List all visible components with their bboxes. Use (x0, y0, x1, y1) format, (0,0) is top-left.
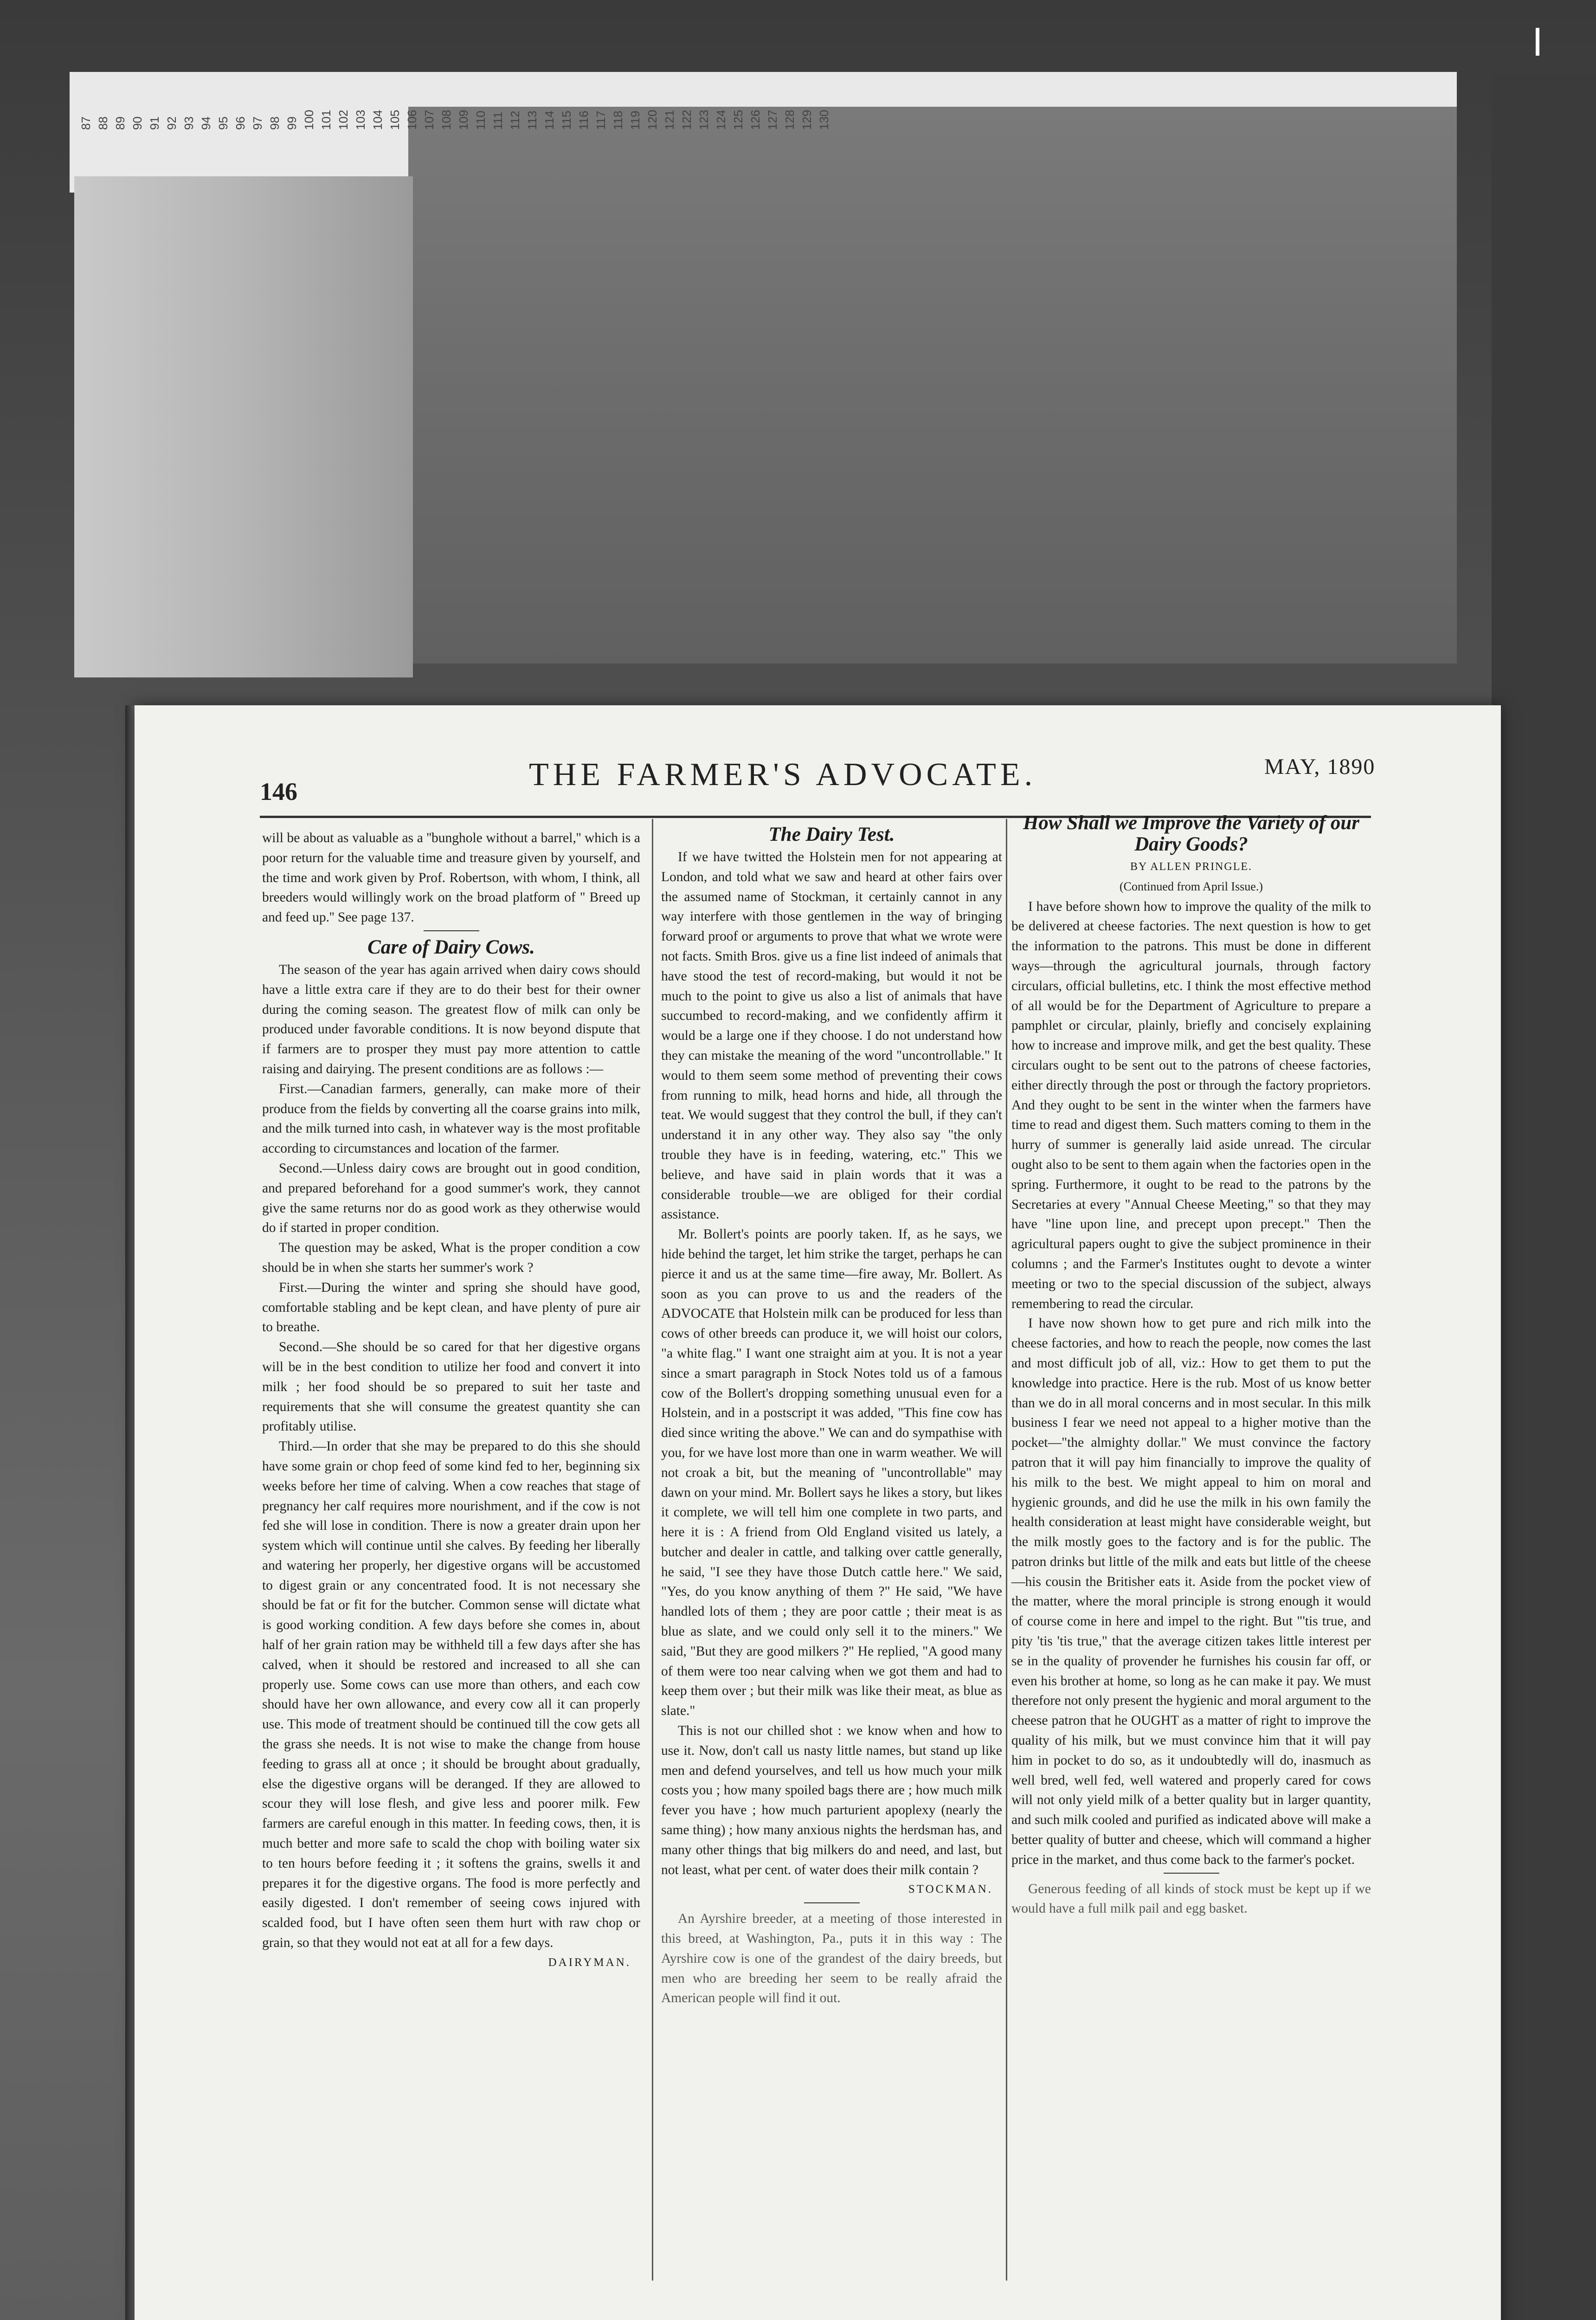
index-number: 116 (577, 110, 591, 130)
index-number: 119 (628, 110, 642, 130)
index-number: 120 (645, 110, 659, 130)
index-number: 115 (560, 110, 573, 130)
article-paragraph: I have now shown how to get pure and rich milk into the cheese factories, and how to reach the people, now comes the last and most difficult job of all, viz.: How to get them to put the knowledge into practice. Here is the rub. Most of us know better than we do in all moral concerns and in most secular. In this milk business I fear we need not appeal to a higher motive than the pocket—"the almighty dollar." We must convince the factory patron that it will pay him financially to improve the quality of his milk to the best. We might appeal to him on moral and hygienic grounds, and did he use the milk in his own family the health consideration at least might have considerable weight, but the milk mostly goes to the factory and is for the public. The patron drinks but little of the milk and eats but little of the cheese—his cousin the Britisher eats it. Aside from the pocket view of the matter, where the moral principle is strong enough it would of course come in here and impel to the right. But "'tis true, and pity 'tis 'tis true," that the average citizen takes little interest per se in the quality of provender he furnishes his cousin far off, or even his brother at home, so long as he can make it pay. We must therefore not only present the hygienic and moral argument to the cheese patron that he OUGHT as a matter of right to improve the quality of his milk, but we must convince him that it will pay him in pocket to do so, as it undoubtedly will do, inasmuch as well bred, well fed, well watered and properly cared for cows will not only yield milk of a better quality but in larger quantity, and such milk cooled and purified as indicated above will make a better quality of butter and cheese, which will command a higher price in the market, and thus come back to the farmer's pocket. (1011, 1316, 1371, 1867)
index-number: 130 (817, 110, 831, 130)
column-divider (652, 819, 653, 2281)
article-paragraph: Second.—Unless dairy cows are brought out in good condition, and prepared beforehand for a good summer's work, they cannot give the same returns nor do as good work as they otherwise would do if started in proper condition. (262, 1160, 640, 1236)
scanner-bed-shadow (408, 107, 1457, 664)
index-number: 129 (800, 110, 814, 130)
index-number: 103 (354, 110, 367, 130)
index-number: 97 (251, 116, 264, 130)
section-rule (424, 930, 479, 931)
article-signature: DAIRYMAN. (548, 1956, 631, 1969)
article-continuation: will be about as valuable as a ''bunghole without a barrel,'' which is a poor return for the valuable time and treasure given by yourself, and the time and work given by Prof. Robertson, with whom, I think, all breeders would willingly work on the broad platform of '' Breed up and feed up.'' See page 137. (262, 831, 640, 925)
article-paragraph: Second.—She should be so cared for that her digestive organs will be in the best condition to utilize her food and convert it into milk ; her food should be so prepared to suit her taste and requirements that she will consume the greatest quantity she can profitably utilise. (262, 1340, 640, 1434)
index-number: 96 (233, 116, 247, 130)
article-body (262, 960, 640, 1953)
corner-mark (1536, 28, 1539, 56)
index-number: 101 (319, 110, 333, 130)
index-number: 122 (680, 110, 694, 130)
index-number: 98 (268, 116, 282, 130)
article-signature: STOCKMAN. (908, 1883, 993, 1896)
page-number: 146 (260, 778, 297, 806)
index-number: 99 (285, 116, 299, 130)
article-title: How Shall we Improve the Variety of our Dairy Goods? (1023, 812, 1360, 855)
index-number: 108 (439, 110, 453, 130)
article-paragraph: If we have twitted the Holstein men for not appearing at London, and told what we saw and heard at other fairs over the assumed name of Stockman, it certainly cannot in any way interfere with those gentlemen in the way of bringing forward proof or arguments to prove that what we wrote were not facts. Smith Bros. give us a fine list indeed of animals that have stood the test of record-making, but would it not be much to the point to give us also a list of animals that have succumbed to record-making, and we confidently affirm it would be a large one if they choose. I do not understand how they can mistake the meaning of the word "uncontrollable." It would to them seem some method of preventing their cows from running to milk, head horns and hide, all through the teat. We would suggest that they control the bull, if they can't understand it in any other way. They also say "the only trouble they have is in feeding, watering, etc." This we believe, and have said in plain words that it was a considerable trouble—we are obliged for their cordial assistance. (661, 850, 1002, 1222)
index-number-strip (79, 74, 1076, 130)
section-rule (804, 1902, 860, 1903)
index-number: 123 (697, 110, 711, 130)
index-number: 117 (594, 110, 608, 130)
index-number: 87 (79, 116, 93, 130)
article-body (661, 847, 1002, 1880)
index-number: 121 (663, 110, 676, 130)
masthead-title: THE FARMER'S ADVOCATE. (529, 757, 1037, 793)
article-paragraph: First.—During the winter and spring she should have good, comfortable stabling and be kept clean, and have plenty of pure air to breathe. (262, 1280, 640, 1335)
index-number: 111 (491, 111, 505, 130)
index-number: 95 (216, 116, 230, 130)
index-number: 90 (130, 116, 144, 130)
article-paragraph: First.—Canadian farmers, generally, can make more of their produce from the fields by converting all the coarse grains into milk, and the milk turned into cash, in whatever way is the most profitable according to circumstances and location of the farmer. (262, 1081, 640, 1156)
index-number: 124 (714, 110, 728, 130)
index-number: 114 (542, 110, 556, 130)
index-number: 105 (388, 110, 402, 130)
index-number: 126 (748, 110, 762, 130)
index-number: 128 (783, 110, 797, 130)
index-number: 127 (766, 110, 779, 130)
column-2 (661, 821, 1002, 2008)
index-number: 110 (474, 110, 488, 130)
article-body (1011, 897, 1371, 1870)
index-number: 112 (508, 110, 522, 130)
index-number: 109 (457, 110, 470, 130)
article-paragraph: The question may be asked, What is the proper condition a cow should be in when she starts her summer's work ? (262, 1240, 640, 1275)
index-number: 125 (731, 110, 745, 130)
index-number: 100 (302, 110, 316, 130)
column-3 (1011, 810, 1371, 1919)
index-number: 107 (422, 110, 436, 130)
index-number: 89 (113, 116, 127, 130)
byline: BY ALLEN PRINGLE. (1130, 861, 1253, 873)
article-title: Care of Dairy Cows. (367, 936, 535, 958)
continued-note: (Continued from April Issue.) (1119, 879, 1263, 893)
section-rule (1164, 1873, 1219, 1874)
index-number: 94 (199, 116, 213, 130)
index-number: 118 (611, 110, 625, 130)
scanner-bed-light (74, 176, 413, 677)
issue-date: MAY, 1890 (1264, 754, 1376, 779)
footnote: An Ayrshire breeder, at a meeting of those interested in this breed, at Washington, Pa., puts it in this way : The Ayrshire cow is one of the grandest of the dairy breeds, but men who are breeding her seem to be really afraid the American people will find it out. (661, 1911, 1002, 2006)
index-number: 93 (182, 116, 196, 130)
footnote: Generous feeding of all kinds of stock must be kept up if we would have a full milk pail and egg basket. (1011, 1881, 1371, 1916)
index-number: 106 (405, 110, 419, 130)
index-number: 102 (336, 110, 350, 130)
article-title: The Dairy Test. (768, 824, 895, 845)
index-number: 91 (148, 116, 161, 130)
index-number: 113 (525, 110, 539, 130)
article-paragraph: I have before shown how to improve the quality of the milk to be delivered at cheese factories. The next question is how to get the information to the patrons. This must be done in different ways—through the agricultural journals, through factory circulars, official bulletins, etc. I think the most effective method of all would be for the Department of Agriculture to prepare a pamphlet or circular, plainly, briefly and concisely explaining how to increase and improve milk, and get the best quality. These circulars ought to be sent out to the patrons of cheese factories, either directly through the post or through the factory proprietors. And they ought to be sent in the winter when the farmers have time to read and digest them. Such matters coming to them in the hurry of summer is generally laid aside unread. The circular ought also to be sent to them again when the factories open in the spring. Furthermore, it ought to be read to the patrons by the Secretaries at every "Annual Cheese Meeting," so that they may have "line upon line, and precept upon precept." Then the agricultural papers ought to give the subject prominence in their columns ; and the Farmer's Institutes ought to devote a winter meeting or two to the special discussion of the subject, always remembering to read the circular. (1011, 899, 1371, 1311)
index-number: 88 (96, 116, 110, 130)
article-paragraph: Mr. Bollert's points are poorly taken. If, as he says, we hide behind the target, let him strike the target, perhaps he can pierce it and us at the same time—fire away, Mr. Bollert. As soon as you can prove to us and the readers of the ADVOCATE that Holstein milk can be produced for less than cows of other breeds can produce it, we will hoist our colors, "a white flag." I want one straight aim at you. It is not a year since a smart paragraph in Stock Notes told us of a famous cow of the Bollert's dropping something unusual even for a Holstein, and in a postscript it was added, "This fine cow has died since writing the above." We can and do sympathise with you, for we have lost more than one in warm weather. We will not croak a bit, but the meaning of "uncontrollable" may dawn on your mind. Mr. Bollert says he likes a story, but likes it complete, we will tell him one complete in two parts, and here it is : A friend from Old England visited us lately, a butcher and dealer in cattle, and talking over cattle generally, he said, "I see they have those Dutch cattle here." We said, "Yes, do you know anything of them ?" He said, "We have handled lots of them ; they are poor cattle ; their meat is as blue as slate, and we could only sell it to the miners." We said, "But they are good milkers ?" He replied, "A good many of them were too near calving when we got them and had to keep them over ; but their milk was like their meat, as blue as slate." (661, 1227, 1002, 1719)
page-edge-shadow (1492, 74, 1596, 2320)
article-paragraph: The season of the year has again arrived when dairy cows should have a little extra care if they are to do their best for their owner during the coming season. The greatest flow of milk can only be produced under favorable conditions. It is now beyond dispute that if farmers are to prosper they must pay more attention to cattle raising and dairying. The present conditions are as follows :— (262, 962, 640, 1076)
index-number: 104 (371, 110, 385, 130)
index-number: 92 (165, 116, 179, 130)
column-divider (1006, 819, 1007, 2281)
article-paragraph: Third.—In order that she may be prepared to do this she should have some grain or chop feed of some kind fed to her, beginning six weeks before her time of calving. When a cow reaches that stage of pregnancy her calf requires more nourishment, and if the cow is not fed she will lose in condition. There is now a greater drain upon her system which will continue until she calves. By feeding her liberally and watering her properly, her digestive organs will be accustomed to digest grain or any concentrated food. It is not necessary she should be fat or fit for the butcher. Common sense will dictate what is good working condition. A few days before she comes in, about half of her grain ration may be withheld till a few days after she has calved, when it should be restored and increased to all she can properly use. Some cows can use more than others, and each cow should have her own allowance, and every cow all it can properly use. This mode of treatment should be continued till the cow gets all the grass she needs. It is not wise to make the change from house feeding to grass all at once ; it should be brought about gradually, else the digestive organs will be deranged. If they are allowed to scour they will lose flesh, and give less and poorer milk. Few farmers are careful enough in this matter. In feeding cows, then, it is much better and more safe to scald the chop with boiling water six to ten hours before feeding it ; it softens the grains, swells it and prepares it for the digestive organs. The food is more perfectly and easily digested. I don't remember of seeing cows injured with scalded food, but I have often seen them hurt with raw chop or grain, so that they would not eat at all for a few days. (262, 1439, 640, 1951)
article-paragraph: This is not our chilled shot : we know when and how to use it. Now, don't call us nasty little names, but stand up like men and defend yourselves, and tell us how much your milk costs you ; how many spoiled bags there are ; how much milk fever you have ; how much parturient apoplexy (nearly the same thing) ; how many anxious nights the herdsman has, and many other things that big milkers do and need, and last, but not least, what per cent. of water does their milk contain ? (661, 1723, 1002, 1877)
column-1 (262, 828, 640, 1973)
